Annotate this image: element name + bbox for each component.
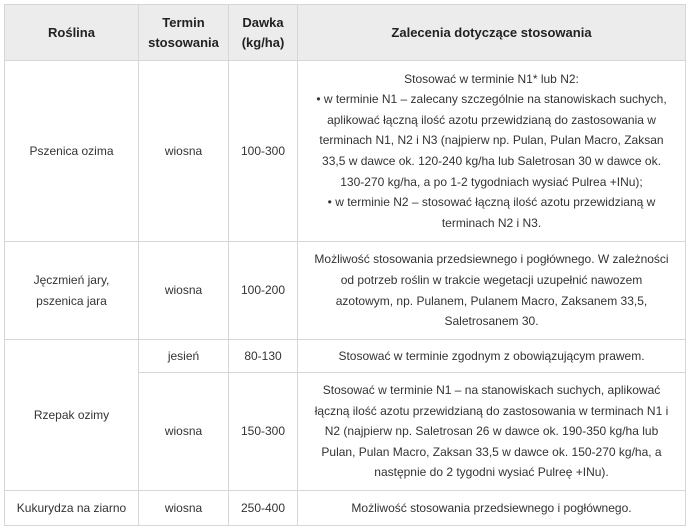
- recommendation-cell: [298, 61, 686, 242]
- dose-cell: 250-400: [229, 491, 298, 526]
- recommendation-line: następnie do 2 tygodni wysiać Pulreę +INu).: [374, 465, 609, 480]
- dose-cell: 100-300: [229, 61, 298, 242]
- recommendation-line: 33,5 w dawce ok. 120-240 kg/ha lub Saletrosan 30 w dawce ok.: [322, 154, 661, 168]
- recommendation-line: od potrzeb roślin w trakcie wegetacji uzupełnić nawozem: [340, 272, 643, 287]
- recommendation-line: 130-270 kg/ha, a po 1-2 tygodniach wysiać Pulrea +INu);: [340, 174, 643, 189]
- header-dose-line2: (kg/ha): [241, 34, 285, 50]
- header-term-line2: stosowania: [148, 34, 219, 50]
- recommendation-line: terminach N2 i N3.: [441, 215, 542, 230]
- recommendation-line: • w terminie N1 – zalecany szczególnie na stanowiskach suchych,: [316, 92, 667, 107]
- dose-cell: 100-200: [229, 242, 298, 340]
- recommendation-line: Stosować w terminie zgodnym z obowiązującym prawem.: [338, 348, 645, 363]
- dose-cell: 80-130: [229, 340, 298, 373]
- recommendation-line: terminach N1, N2 i N3 (najpierw np. Pulan, Pulan Macro, Zaksan: [319, 133, 664, 148]
- plant-cell: Rzepak ozimy: [5, 340, 139, 491]
- header-term: [139, 5, 229, 61]
- header-recommendations: Zalecenia dotyczące stosowania: [298, 5, 686, 61]
- header-term-line1: Termin: [162, 14, 205, 30]
- term-cell: wiosna: [139, 61, 229, 242]
- plant-cell: Kukurydza na ziarno: [5, 491, 139, 526]
- dose-cell: 150-300: [229, 373, 298, 491]
- recommendation-line: aplikować łączną ilość azotu przewidzianą do zastosowania w: [327, 112, 656, 127]
- table-row: [5, 61, 686, 242]
- term-cell: jesień: [139, 340, 229, 373]
- term-cell: wiosna: [139, 242, 229, 340]
- recommendation-line: azotowym, np. Pulanem, Pulanem Macro, Zaksanem 33,5,: [335, 293, 648, 308]
- table-row: [5, 242, 686, 340]
- header-plant: Roślina: [5, 5, 139, 61]
- recommendation-line: Możliwość stosowania przedsiewnego i pogłównego. W zależności: [314, 252, 669, 267]
- fertilizer-recommendations-table: [4, 4, 686, 526]
- term-cell: wiosna: [139, 491, 229, 526]
- recommendation-cell: [298, 340, 686, 373]
- recommendation-cell: [298, 373, 686, 491]
- recommendation-line: • w terminie N2 – stosować łączną ilość azotu przewidzianą w: [327, 195, 656, 210]
- recommendation-line: Saletrosanem 30.: [444, 314, 539, 329]
- table-row: [5, 491, 686, 526]
- recommendation-line: łączną ilość azotu przewidzianą do zastosowania w terminach N1 i: [314, 403, 669, 418]
- plant-cell: [5, 242, 139, 340]
- header-dose-line1: Dawka: [242, 14, 284, 30]
- table-header-row: [5, 5, 686, 61]
- recommendation-line: Stosować w terminie N1 – na stanowiskach suchych, aplikować: [322, 383, 661, 398]
- recommendation-line: Stosować w terminie N1* lub N2:: [404, 71, 579, 86]
- recommendation-cell: [298, 491, 686, 526]
- recommendation-line: Możliwość stosowania przedsiewnego i pogłównego.: [351, 500, 632, 515]
- table-row: [5, 340, 686, 373]
- plant-line: pszenica jara: [36, 293, 107, 308]
- header-dose: [229, 5, 298, 61]
- recommendation-line: N2 (najpierw np. Saletrosan 26 w dawce ok. 190-350 kg/ha lub: [324, 424, 659, 439]
- recommendation-cell: [298, 242, 686, 340]
- plant-cell: Pszenica ozima: [5, 61, 139, 242]
- plant-line: Jęczmień jary,: [33, 272, 110, 287]
- recommendation-line: Pulan, Pulan Macro, Zaksan 33,5 w dawce ok. 150-270 kg/ha, a: [321, 444, 662, 459]
- term-cell: wiosna: [139, 373, 229, 491]
